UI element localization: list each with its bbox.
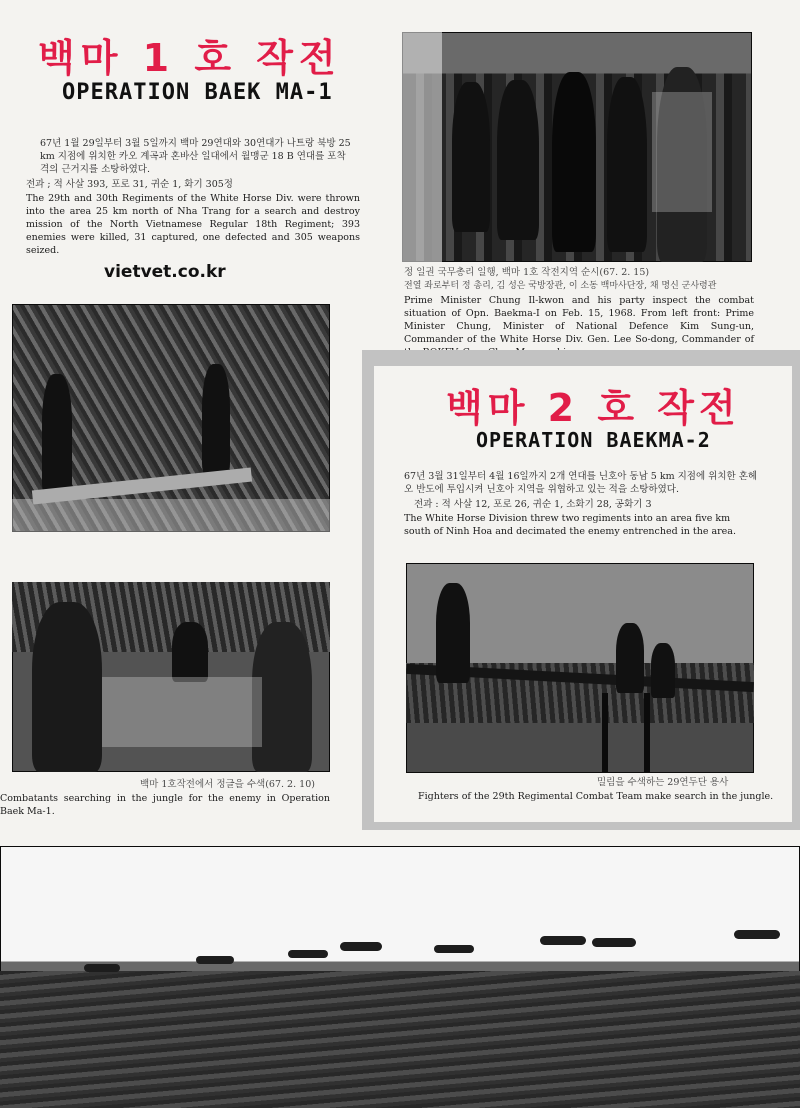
helicopter-icon — [592, 938, 636, 947]
section1-body-en: The 29th and 30th Regiments of the White Horse Div. were thrown into the area 25 km north of Nha Trang for a search and destroy mission of the North Vietnamese Regular 18th Regiment; 393 enemies were killed, 31 captured, one defected and 305 weapons seized. — [26, 193, 360, 256]
photo-helicopters-panorama — [0, 846, 800, 1108]
photo-right-bottom-caption-ko: 밀림을 수색하는 29연두단 용사 — [597, 777, 729, 788]
section1-title-en: OPERATION BAEK MA-1 — [62, 80, 333, 105]
photo-jungle-search — [12, 582, 330, 772]
section2-body-ko: 67년 3월 31일부터 4월 16일까지 2개 연대를 닌호아 동남 5 km 지점에 위치한 혼헤오 반도에 투입시켜 닌호아 지역을 위협하고 있는 적을 소탕하였다. — [404, 471, 758, 495]
photo-top-right-caption-ko-2: 전열 좌로부터 정 총리, 김 성은 국방장관, 이 소동 백마사단장, 채 명신 군사령관 — [404, 281, 717, 291]
helicopter-icon — [288, 950, 328, 958]
helicopter-icon — [434, 945, 474, 953]
photo-right-bottom-caption-en: Fighters of the 29th Regimental Combat Team make search in the jungle. — [418, 791, 774, 802]
helicopter-icon — [540, 936, 586, 945]
section2-body-en: The White Horse Division threw two regiments into an area five km south of Ninh Hoa and decimated the enemy entrenched in the area. — [404, 513, 736, 537]
helicopter-icon — [734, 930, 780, 939]
photo-top-right-caption-en: Prime Minister Chung Il-kwon and his party inspect the combat situation of Opn. Baekma-I on Feb. 15, 1968. From left front: Prime Minister Chung, Minister of National Defence Kim Sung-un, Commander of the White Horse Div. Gen. Lee So-dong, Commander of — [404, 295, 754, 345]
section2-result-ko: 전과 : 적 사살 12, 포로 26, 귀순 1, 소화기 28, 공화기 3 — [414, 499, 652, 510]
section1-result-ko: 전과 ; 적 사살 393, 포로 31, 귀순 1, 화기 305정 — [26, 179, 233, 190]
helicopter-icon — [196, 956, 234, 964]
section1-title-ko: 백마 1 호 작전 — [38, 36, 342, 80]
photo-bridge-crossing — [406, 563, 754, 773]
watermark-text: vietvet.co.kr — [104, 262, 226, 282]
section2-title-en: OPERATION BAEKMA-2 — [476, 428, 711, 452]
photo-left-bottom-caption-ko: 백마 1호작전에서 정글을 수색(67. 2. 10) — [140, 779, 315, 790]
section1-body-ko: 67년 1월 29일부터 3월 5일까지 백마 29연대와 30연대가 나트랑 북방 25 km 지점에 위치한 카오 계곡과 혼바산 일대에서 월맹군 18 B 연대를 포착 격의 근거지를 소탕하였다. — [40, 138, 351, 175]
photo-top-right-caption-ko-1: 정 일권 국무총리 일행, 백마 1호 작전지역 순시(67. 2. 15) — [404, 267, 650, 278]
helicopter-icon — [340, 942, 382, 951]
photo-left-bottom-caption-en: Combatants searching in the jungle for the enemy in Operation Baek Ma-1. — [0, 793, 330, 817]
photo-jungle-crossing — [12, 304, 330, 532]
photo-prime-minister-inspection — [402, 32, 752, 262]
section2-title-ko: 백마 2 호 작전 — [446, 386, 741, 430]
helicopter-icon — [84, 964, 120, 972]
